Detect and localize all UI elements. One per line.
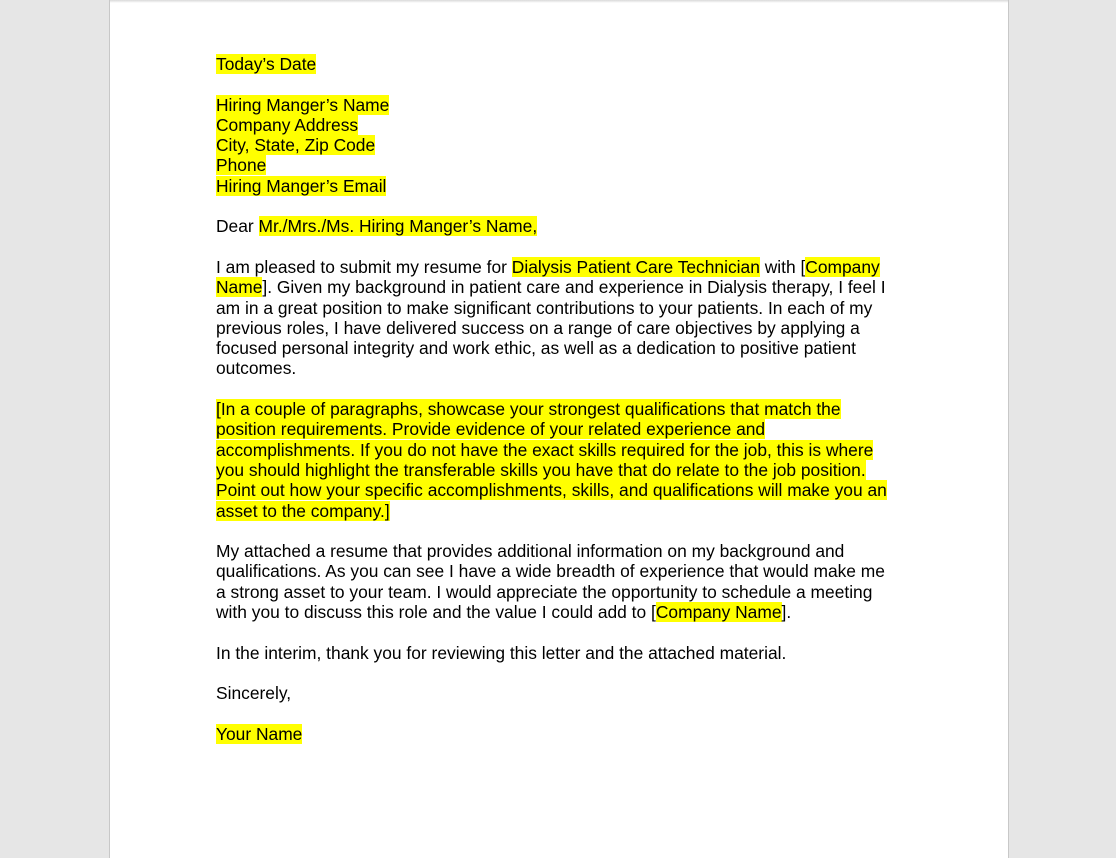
signature-block [216, 724, 906, 744]
qualifications-paragraph [216, 399, 906, 521]
company-name-placeholder: Name [216, 277, 263, 298]
qualifications-text: asset to the company.] [216, 500, 390, 521]
qualifications-text: accomplishments. If you do not have the exact skills required for the job, this is where [216, 439, 874, 460]
company-name-placeholder: Company [805, 256, 880, 277]
job-title-placeholder: Dialysis Patient Care Technician [511, 256, 760, 277]
intro-text: am in a great position to make significant contributions to your patients. In each of my [216, 297, 873, 318]
intro-text: with [ [759, 256, 806, 277]
company-name-placeholder: Company Name [655, 602, 782, 623]
page-top-shadow [110, 0, 1008, 3]
letter-body[interactable] [216, 54, 906, 764]
signoff-text: Sincerely, [216, 683, 292, 704]
thanks-text: In the interim, thank you for reviewing this letter and the attached material. [216, 642, 787, 663]
recipient-city-state-zip: City, State, Zip Code [216, 135, 376, 156]
intro-text: focused personal integrity and work ethic, as well as a dedication to positive patient [216, 338, 856, 359]
closing-text: a strong asset to your team. I would appreciate the opportunity to schedule a meeting [216, 581, 873, 602]
qualifications-text: you should highlight the transferable skills you have that do relate to the job position. [216, 459, 866, 480]
date-block [216, 54, 906, 74]
intro-text: outcomes. [216, 358, 297, 379]
intro-text: ]. Given my background in patient care and experience in Dialysis therapy, I feel I [262, 277, 886, 298]
qualifications-text: position requirements. Provide evidence of your related experience and [216, 419, 766, 440]
salutation-name: Mr./Mrs./Ms. Hiring Manger’s Name, [258, 216, 538, 237]
recipient-address: Company Address [216, 114, 359, 135]
closing-paragraph [216, 541, 906, 622]
signature-placeholder: Your Name [216, 723, 303, 744]
date-placeholder: Today’s Date [216, 54, 317, 74]
intro-text: previous roles, I have delivered success on a range of care objectives by applying a [216, 317, 860, 338]
intro-paragraph [216, 257, 906, 379]
intro-text: I am pleased to submit my resume for [216, 256, 512, 277]
recipient-block [216, 95, 906, 196]
closing-text: with you to discuss this role and the value I could add to [ [216, 602, 656, 623]
recipient-email: Hiring Manger’s Email [216, 175, 387, 196]
closing-text: qualifications. As you can see I have a wide breadth of experience that would make me [216, 561, 885, 582]
qualifications-text: Point out how your specific accomplishments, skills, and qualifications will make you an [216, 480, 887, 501]
thanks-paragraph [216, 643, 906, 663]
salutation [216, 216, 906, 236]
signoff [216, 683, 906, 703]
recipient-phone: Phone [216, 155, 267, 176]
closing-text: My attached a resume that provides additional information on my background and [216, 541, 845, 562]
salutation-prefix: Dear [216, 216, 259, 237]
recipient-name: Hiring Manger’s Name [216, 94, 390, 115]
document-page [109, 0, 1009, 858]
qualifications-text: [In a couple of paragraphs, showcase your strongest qualifications that match the [216, 399, 841, 420]
closing-text: ]. [781, 602, 792, 623]
